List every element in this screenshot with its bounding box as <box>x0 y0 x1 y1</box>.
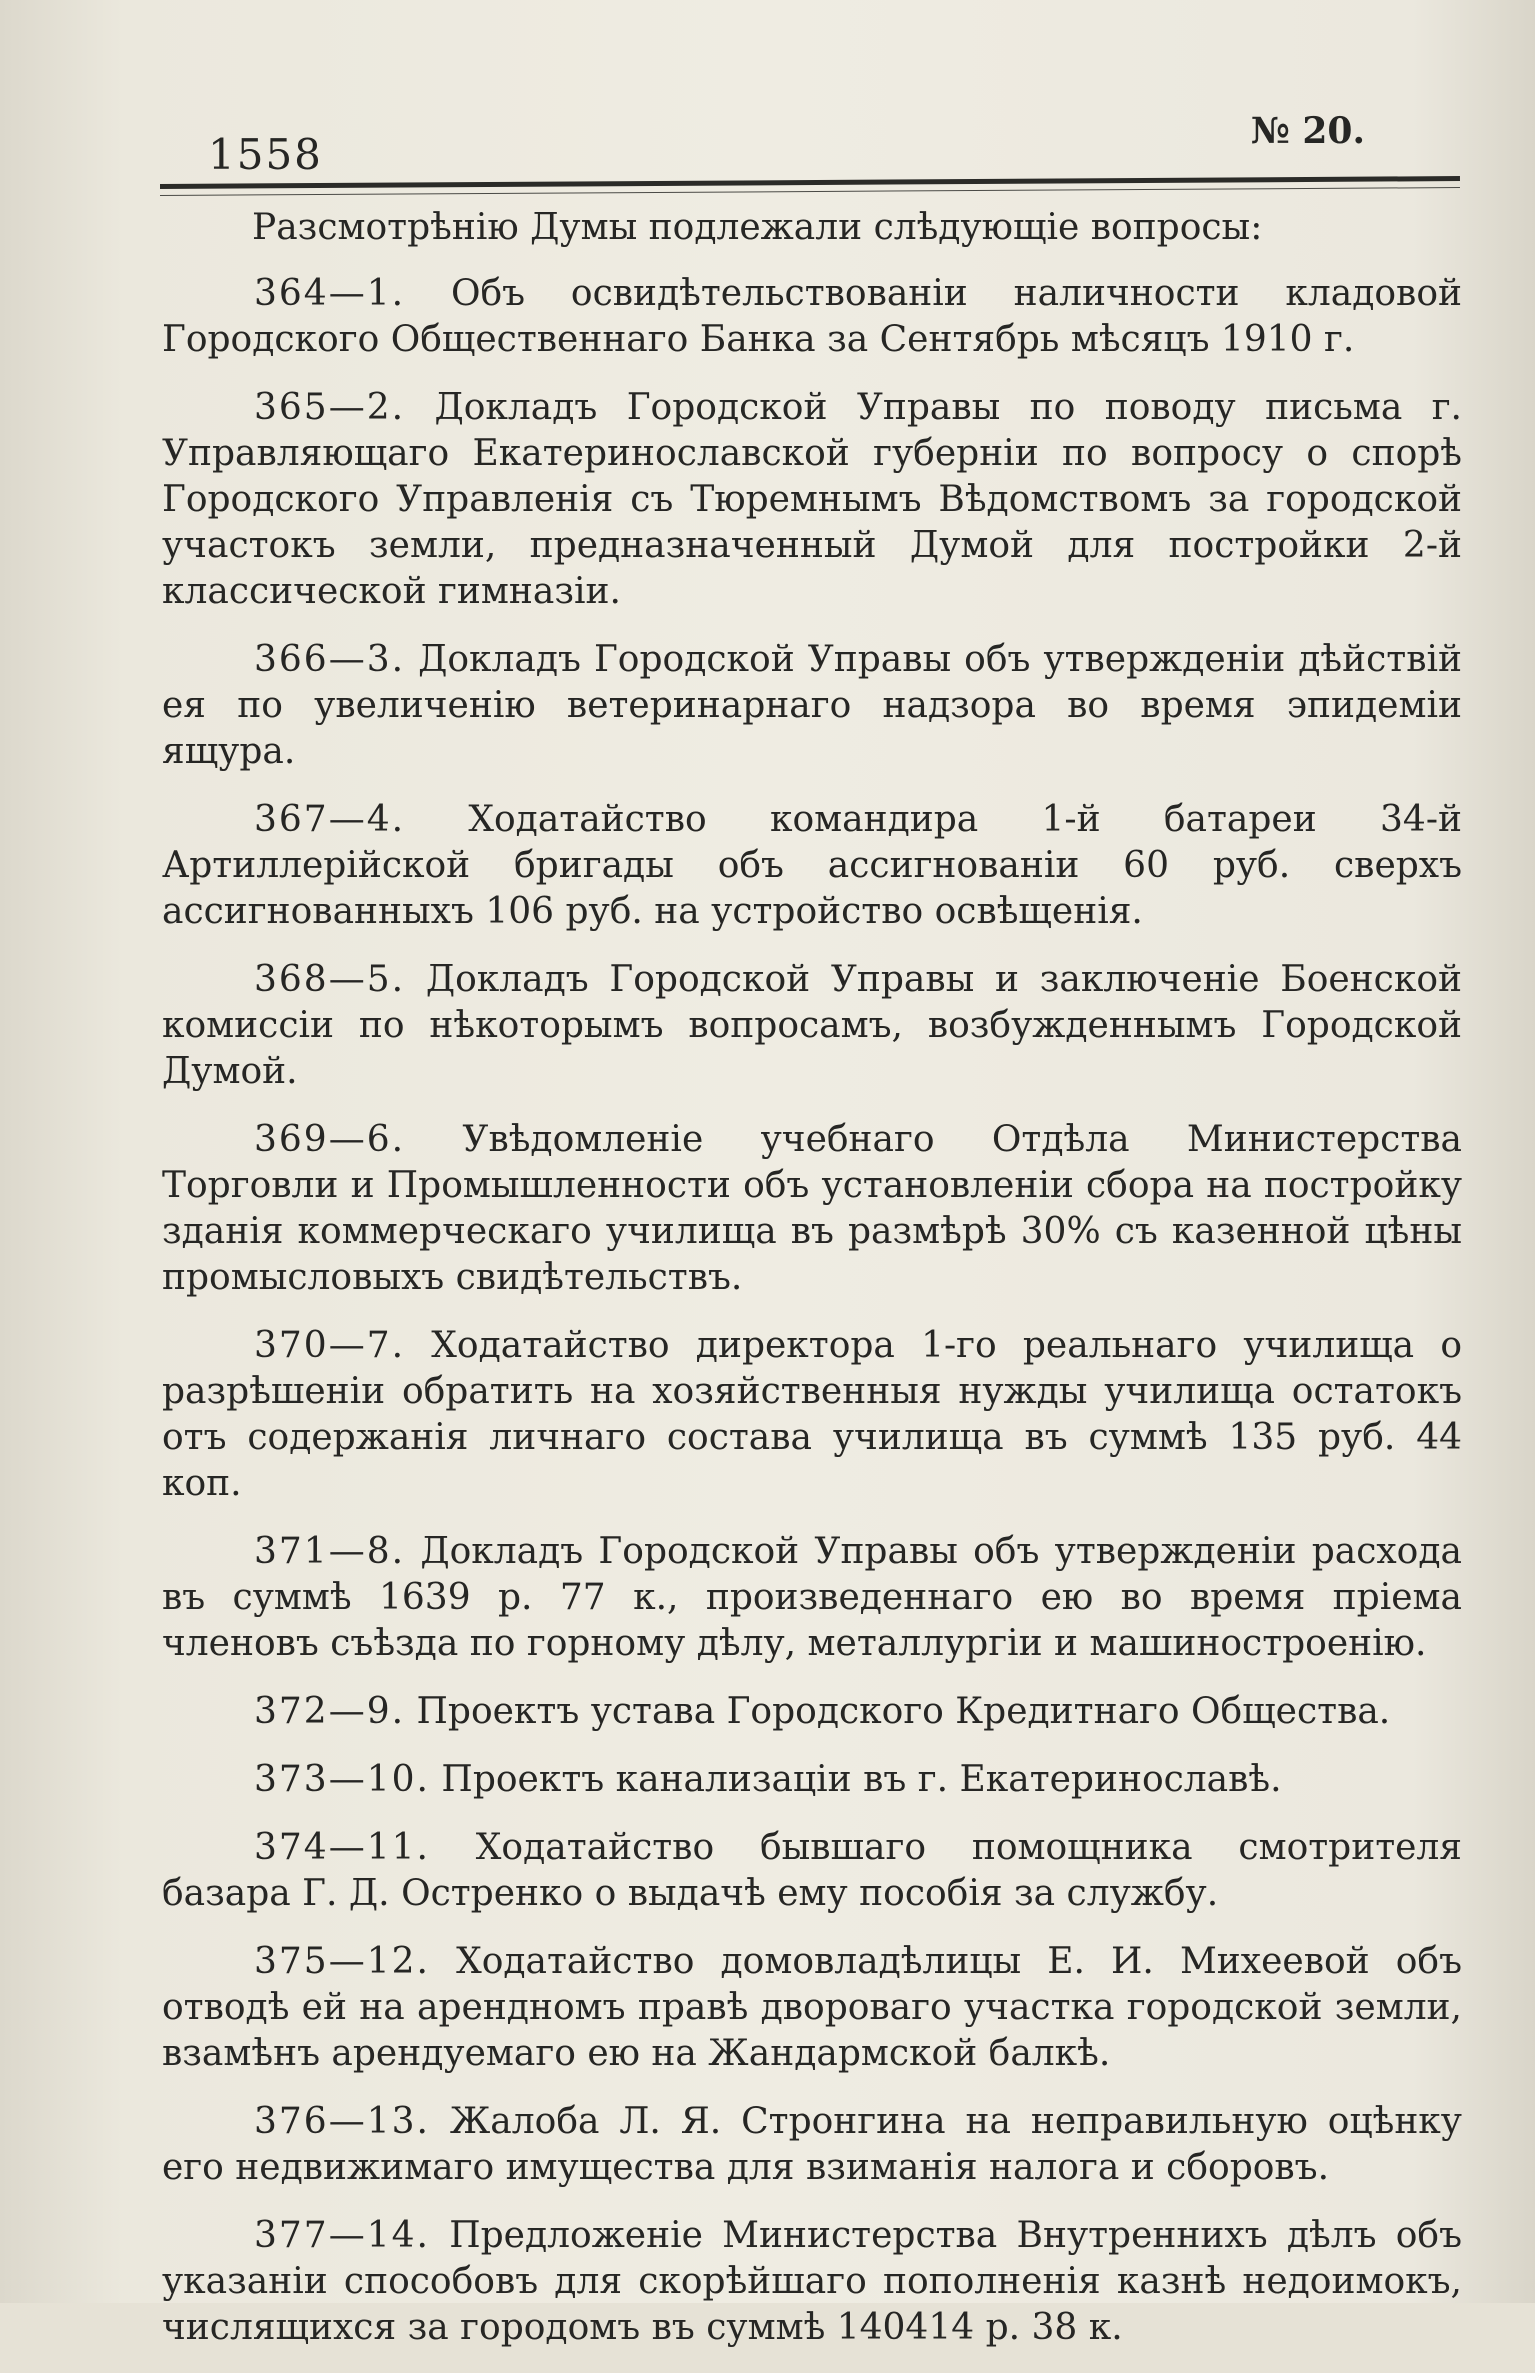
agenda-item <box>162 637 1462 775</box>
item-text: Докладъ Городской Управы объ утвержденіи расхода въ суммѣ 1639 р. 77 к., произведеннаго ею во время пріема членовъ съѣзда по горному дѣлу, металлургіи и машиностроенію. <box>162 1531 1462 1664</box>
agenda-item <box>162 957 1462 1095</box>
agenda-item <box>162 797 1462 935</box>
agenda-item <box>162 1939 1462 2077</box>
issue-number: № 20. <box>1250 110 1365 152</box>
item-number: 368—5. <box>254 959 406 1000</box>
agenda-item <box>162 1117 1462 1301</box>
item-text: Ходатайство командира 1-й батареи 34-й Артиллерійской бригады объ ассигнованіи 60 руб. сверхъ ассигнованныхъ 106 руб. на устройство освѣщенія. <box>162 799 1462 932</box>
agenda-item <box>162 385 1462 615</box>
agenda-item <box>162 1689 1462 1735</box>
item-number: 373—10. <box>254 1759 430 1800</box>
header-rule-thin <box>160 187 1460 196</box>
page-number: 1558 <box>208 130 323 179</box>
agenda-item <box>162 2213 1462 2351</box>
agenda-item <box>162 1323 1462 1507</box>
item-number: 372—9. <box>254 1691 406 1732</box>
item-text: Предложеніе Министерства Внутреннихъ дѣлъ объ указаніи способовъ для скорѣйшаго пополненія казнѣ недоимокъ, числящихся за городомъ въ суммѣ 140414 р. 38 к. <box>162 2215 1462 2348</box>
item-text: Ходатайство домовладѣлицы Е. И. Михеевой объ отводѣ ей на арендномъ правѣ двороваго участка городской земли, взамѣнъ арендуемаго ею на Жандармской балкѣ. <box>162 1941 1462 2074</box>
item-text: Жалоба Л. Я. Стронгина на неправильную оцѣнку его недвижимаго имущества для взиманія налога и сборовъ. <box>162 2101 1462 2188</box>
agenda-item <box>162 1529 1462 1667</box>
item-number: 375—12. <box>254 1941 430 1982</box>
item-number: 364—1. <box>254 273 406 314</box>
item-text: Ходатайство бывшаго помощника смотрителя базара Г. Д. Остренко о выдачѣ ему пособія за службу. <box>162 1827 1462 1914</box>
item-number: 369—6. <box>254 1119 406 1160</box>
agenda-item <box>162 2099 1462 2191</box>
item-number: 377—14. <box>254 2215 430 2256</box>
item-text: Увѣдомленіе учебнаго Отдѣла Министерства Торговли и Промышленности объ установленіи сбора на постройку зданія коммерческаго училища въ размѣрѣ 30% съ казенной цѣны промысловыхъ свидѣтельствъ. <box>162 1119 1462 1298</box>
item-number: 370—7. <box>254 1325 406 1366</box>
agenda-item <box>162 1825 1462 1917</box>
item-number: 367—4. <box>254 799 406 840</box>
item-number: 371—8. <box>254 1531 406 1572</box>
item-text: Объ освидѣтельствованіи наличности кладовой Городского Общественнаго Банка за Сентябрь мѣсяцъ 1910 г. <box>162 273 1462 360</box>
item-number: 374—11. <box>254 1827 430 1868</box>
agenda-intro: Разсмотрѣнію Думы подлежали слѣдующіе вопросы: <box>252 207 1263 248</box>
agenda-item <box>162 271 1462 363</box>
item-text: Докладъ Городской Управы объ утвержденіи дѣйствій ея по увеличенію ветеринарнаго надзора во время эпидеміи ящура. <box>162 639 1462 772</box>
item-text: Проектъ устава Городского Кредитнаго Общества. <box>416 1691 1391 1732</box>
agenda-item <box>162 1757 1462 1803</box>
item-number: 366—3. <box>254 639 406 680</box>
item-text: Докладъ Городской Управы по поводу письма г. Управляющаго Екатеринославской губерніи по вопросу о спорѣ Городского Управленія съ Тюремнымъ Вѣдомствомъ за городской участокъ земли, предназначенный Думой для постройки 2-й классической гимназіи. <box>162 387 1462 612</box>
item-text: Ходатайство директора 1-го реальнаго училища о разрѣшеніи обратить на хозяйственныя нужды училища остатокъ отъ содержанія личнаго состава училища въ суммѣ 135 руб. 44 коп. <box>162 1325 1462 1504</box>
item-text: Докладъ Городской Управы и заключеніе Боенской комиссіи по нѣкоторымъ вопросамъ, возбужденнымъ Городской Думой. <box>162 959 1462 1092</box>
item-text: Проектъ канализаціи въ г. Екатеринославѣ. <box>441 1759 1282 1800</box>
item-number: 365—2. <box>254 387 406 428</box>
item-number: 376—13. <box>254 2101 430 2142</box>
header-rule <box>160 176 1460 189</box>
agenda-body <box>162 205 1462 2373</box>
